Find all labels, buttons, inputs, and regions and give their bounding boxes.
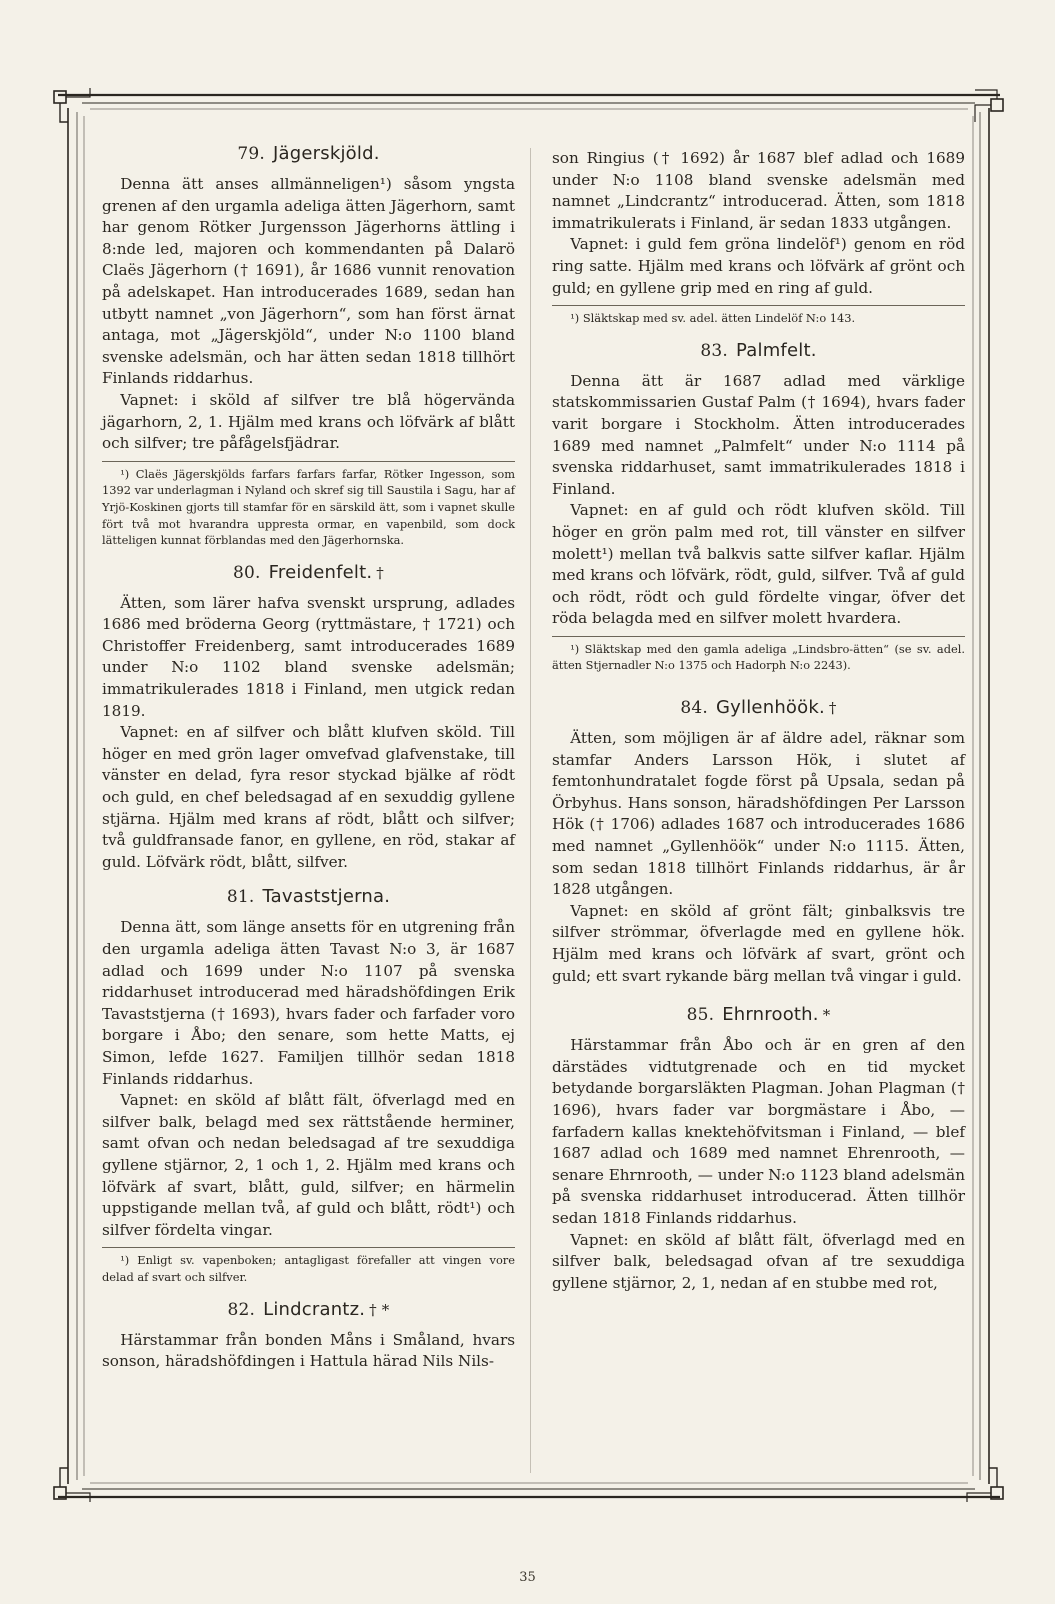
entry-mark: † * [369, 1300, 390, 1319]
column-divider [530, 148, 531, 1473]
entry-number: 81. [226, 887, 255, 908]
paragraph: Vapnet: en sköld af blått fält, öfverlagd med en silfver balk, belagd med sex rättstående herminer, samt ofvan och nedan beledsagad af tre sexuddiga gyllene stjärnor, 2, 1 och 1, 2. Hjälm med krans och löfvärk af svart, blått, guld, silfver; en härmelin uppstigande mellan två, af guld och blått, rödt¹) och silfver fördelta vingar. [102, 1091, 515, 1239]
entry-heading-81 [102, 885, 515, 909]
entry-title: Palmfelt. [736, 339, 817, 361]
footnote: ¹) Släktskap med den gamla adeliga „Lindsbro-ätten“ (se sv. adel. ätten Stjernadler N:o 1375 och Hadorph N:o 2243). [552, 636, 965, 674]
paragraph: Ätten, som lärer hafva svenskt ursprung, adlades 1686 med bröderna Georg (ryttmästare, † 1721) och Christoffer Freidenberg, samt introducerades 1689 under N:o 1102 bland svenske adelsmän; immatrikulerades 1818 i Finland, men utgick redan 1819. [102, 593, 515, 720]
page-number: 35 [519, 1570, 536, 1585]
paragraph: Härstammar från bonden Måns i Småland, hvars sonson, häradshöfdingen i Hattula härad Nils Nils- [102, 1330, 515, 1371]
entry-title: Tavaststjerna. [262, 886, 391, 908]
paragraph: Härstammar från Åbo och är en gren af den därstädes vidtutgrenade och en tid mycket betydande borgarsläkten Plagman. Johan Plagman († 1696), hvars fader var borgmästare i Åbo, — farfadern kallas knektehöfvitsman i Finland, — blef 1687 adlad och 1689 med namnet Ehrenrooth, — senare Ehrnrooth, — under N:o 1123 bland adelsmän på svenska riddarhuset introducerad. Ätten tillhör sedan 1818 Finlands riddarhus. [552, 1036, 965, 1227]
entry-title: Freidenfelt. [268, 561, 373, 583]
entry-number: 82. [227, 1299, 256, 1320]
entry-title: Ehrnrooth. [722, 1004, 819, 1026]
entry-number: 79. [237, 144, 266, 164]
footnote: ¹) Släktskap med sv. adel. ätten Lindelöf N:o 143. [552, 305, 965, 327]
entry-heading-80 [102, 561, 515, 585]
footnote: ¹) Claës Jägerskjölds farfars farfars farfar, Rötker Ingesson, som 1392 var underlagman i Nyland och skref sig till Saustila i Sagu, har af Yrjö-Koskinen gjorts till stamfar för en särskild ätt, som i vapnet skulle fört två mot hvarandra uppresta ormar, en vapenbild, som dock lätteligen kunnat förblandas med den Jägerhornska. [102, 461, 515, 549]
entry-mark: † [376, 563, 384, 582]
paragraph: Vapnet: en af guld och rödt klufven sköld. Till höger en grön palm med rot, till vänster en silfver molett¹) mellan två balkvis satte silfver kaflar. Hjälm med krans och löfvärk, rödt, guld, silfver. Två af guld och rödt, rödt och guld fördelte vingar, öfver det röda belagda med en silfver molett hvardera. [552, 501, 965, 628]
paragraph: son Ringius († 1692) år 1687 blef adlad och 1689 under N:o 1108 bland svenske adelsmän med namnet „Lindcrantz“ introducerad. Ätten, som 1818 immatrikulerats i Finland, är sedan 1833 utgången. [552, 149, 965, 232]
entry-mark: † [828, 699, 837, 718]
entry-title: Lindcrantz. [263, 1298, 366, 1320]
right-column [552, 148, 965, 1294]
entry-title: Gyllenhöök. [716, 697, 825, 719]
footnote: ¹) Enligt sv. vapenboken; antagligast förefaller att vingen vore delad af svart och silfver. [102, 1247, 515, 1285]
entry-title: Jägerskjöld. [273, 143, 380, 164]
paragraph: Denna ätt, som länge ansetts för en utgrening från den urgamla adeliga ätten Tavast N:o 3, är 1687 adlad och 1699 under N:o 1107 på svenska riddarhuset introducerad med häradshöfdingen Erik Tavaststjerna († 1693), hvars fader och farfader voro borgare i Åbo; den senare, som hette Matts, ej Simon, lefde 1627. Familjen tillhör sedan 1818 Finlands riddarhus. [102, 918, 515, 1088]
entry-number: 80. [233, 562, 261, 583]
paragraph: Vapnet: en sköld af blått fält, öfverlagd med en silfver balk, beledsagad ofvan af tre sexuddiga gyllene stjärnor, 2, 1, nedan af en stubbe med rot, [552, 1230, 965, 1292]
paragraph: Vapnet: en sköld af grönt fält; ginbalksvis tre silfver strömmar, öfverlagde med en gyllene hök. Hjälm med krans och löfvärk af svart, grönt och guld; ett svart rykande bärg mellan två vingar i guld. [552, 901, 965, 985]
entry-number: 83. [700, 340, 729, 361]
left-column [102, 142, 515, 1373]
entry-heading-83 [552, 339, 965, 363]
paragraph: Ätten, som möjligen är af äldre adel, räknar som stamfar Anders Larsson Hök, i slutet af femtonhundratalet fogde först på Upsala, sedan på Örbyhus. Hans sonson, häradshöfdingen Per Larsson Hök († 1706) adlades 1687 och introducerades 1686 med namnet „Gyllenhöök“ under N:o 1115. Ätten, som sedan 1818 tillhört Finlands riddarhus, är år 1828 utgången. [552, 729, 965, 899]
entry-number: 84. [680, 698, 709, 719]
entry-heading-84 [552, 696, 965, 720]
paragraph: Vapnet: i guld fem gröna lindelöf¹) genom en röd ring satte. Hjälm med krans och löfvärk af grönt och guld; en gyllene grip med en ring af guld. [552, 235, 965, 297]
paragraph: Denna ätt anses allmänneligen¹) såsom yngsta grenen af den urgamla adeliga ätten Jägerhorn, samt har genom Rötker Jurgensson Jägerhorns ättling i 8:nde led, majoren och kommendanten på Dalarö Claës Jägerhorn († 1691), år 1686 vunnit renovation på adelskapet. Han introducerades 1689, sedan han utbytt namnet „von Jägerhorn“, som han först ärnat antaga, mot „Jägerskjöld“, under N:o 1100 bland svenske adelsmän, och har ätten sedan 1818 tillhört Finlands riddarhus. [102, 175, 515, 388]
entry-heading-79 [102, 142, 515, 166]
entry-heading-82 [102, 1298, 515, 1322]
entry-number: 85. [686, 1005, 715, 1026]
entry-heading-85 [552, 1003, 965, 1027]
paragraph: Vapnet: i sköld af silfver tre blå högervända jägarhorn, 2, 1. Hjälm med krans och löfvärk af blått och silfver; tre påfågelsfjädrar. [102, 390, 515, 453]
entry-mark: * [822, 1006, 831, 1025]
paragraph: Vapnet: en af silfver och blått klufven sköld. Till höger en med grön lager omvefvad glafvenstake, till vänster en delad, fyra resor styckad bjälke af rödt och guld, en chef beledsagad af en sexuddig gyllene stjärna. Hjälm med krans af rödt, blått och silfver; två guldfransade fanor, en gyllene, en röd, stakar af guld. Löfvärk rödt, blått, silfver. [102, 723, 515, 871]
paragraph: Denna ätt är 1687 adlad med värklige statskommissarien Gustaf Palm († 1694), hvars fader varit borgare i Stockholm. Ätten introducerades 1689 med namnet „Palmfelt“ under N:o 1114 på svenska riddarhuset, samt immatrikulerades 1818 i Finland. [552, 371, 965, 498]
